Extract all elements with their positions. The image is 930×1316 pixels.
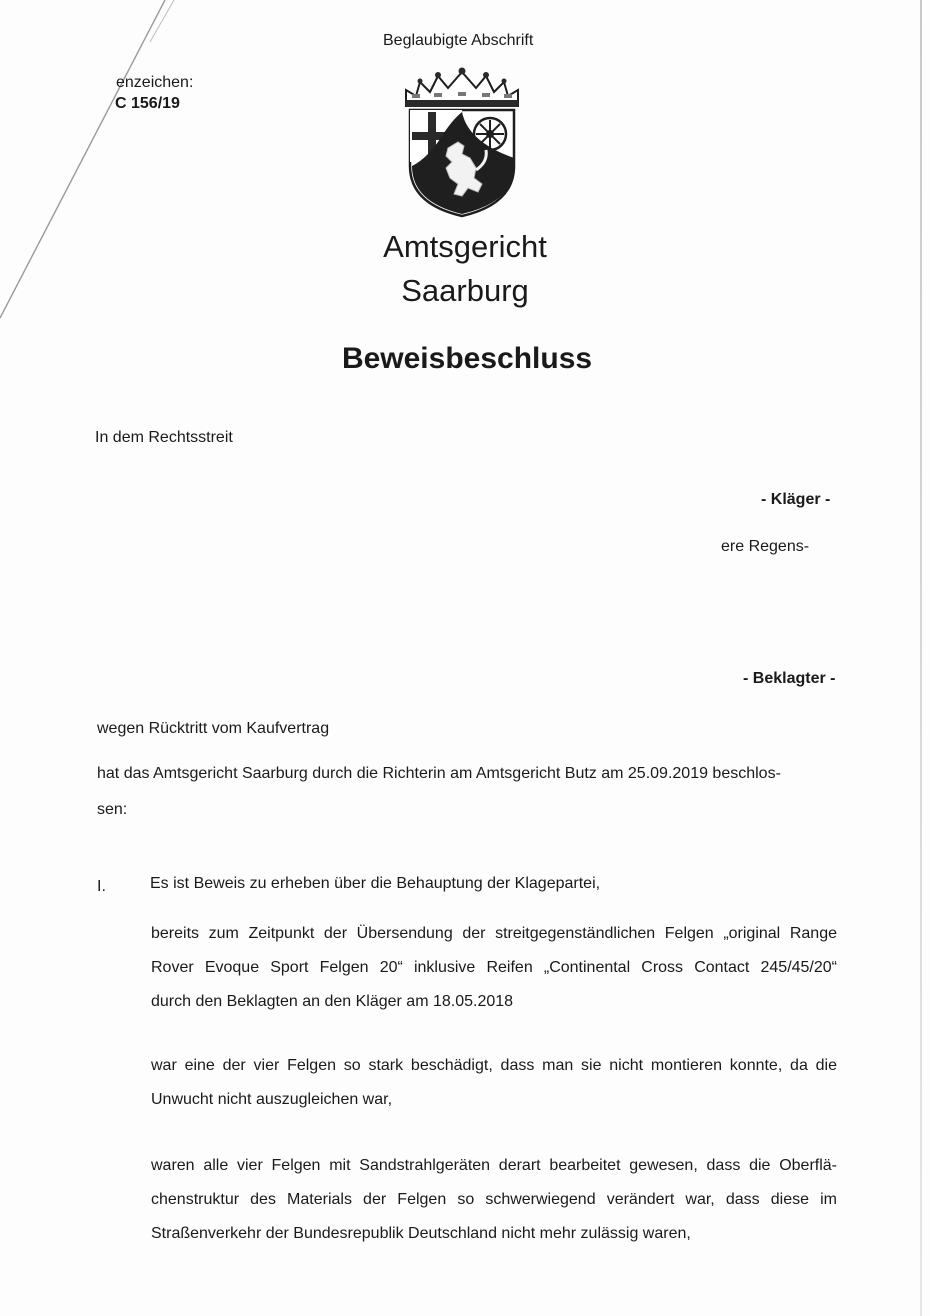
paragraph-line: Rover Evoque Sport Felgen 20“ inklusive Reifen „Continental Cross Contact 245/45/20“ xyxy=(151,959,837,976)
file-number-label: enzeichen: xyxy=(116,74,194,91)
certified-copy-label: Beglaubigte Abschrift xyxy=(383,32,534,49)
decision-line-1: hat das Amtsgericht Saarburg durch die Richterin am Amtsgericht Butz am 25.09.2019 beschlos- xyxy=(97,765,781,782)
court-name-line-1: Amtsgericht xyxy=(383,229,547,264)
evidence-paragraph-2 xyxy=(151,1049,837,1117)
subject-line: wegen Rücktritt vom Kaufvertrag xyxy=(97,720,330,737)
plaintiff-representative-fragment: ere Regens- xyxy=(721,538,810,555)
page-edge-shadow xyxy=(920,0,922,1316)
paragraph-line: waren alle vier Felgen mit Sandstrahlgeräten derart bearbeitet gewesen, dass die Oberflä- xyxy=(151,1157,837,1174)
paragraph-line: Unwucht nicht auszugleichen war, xyxy=(151,1091,393,1108)
coat-of-arms-icon xyxy=(398,66,526,218)
section-lead: Es ist Beweis zu erheben über die Behauptung der Klagepartei, xyxy=(150,875,601,892)
defendant-label: - Beklagter - xyxy=(743,670,836,687)
section-number: I. xyxy=(97,878,106,895)
paragraph-line: bereits zum Zeitpunkt der Übersendung der streitgegenständlichen Felgen „original Range xyxy=(151,925,837,942)
paragraph-line: war eine der vier Felgen so stark beschädigt, dass man sie nicht montieren konnte, da die xyxy=(151,1057,837,1074)
decision-line-2: sen: xyxy=(97,801,128,818)
paragraph-line: Straßenverkehr der Bundesrepublik Deutschland nicht mehr zulässig waren, xyxy=(151,1225,691,1242)
court-name-line-2: Saarburg xyxy=(401,273,529,308)
plaintiff-label: - Kläger - xyxy=(761,491,831,508)
paragraph-line: chenstruktur des Materials der Felgen so schwerwiegend verändert war, dass diese im xyxy=(151,1191,837,1208)
paragraph-line: durch den Beklagten an den Kläger am 18.05.2018 xyxy=(151,993,514,1010)
document-title: Beweisbeschluss xyxy=(341,342,593,375)
dispute-intro: In dem Rechtsstreit xyxy=(95,429,233,446)
file-number: C 156/19 xyxy=(115,95,180,112)
evidence-paragraph-1 xyxy=(151,917,837,1019)
evidence-paragraph-3 xyxy=(151,1149,837,1251)
